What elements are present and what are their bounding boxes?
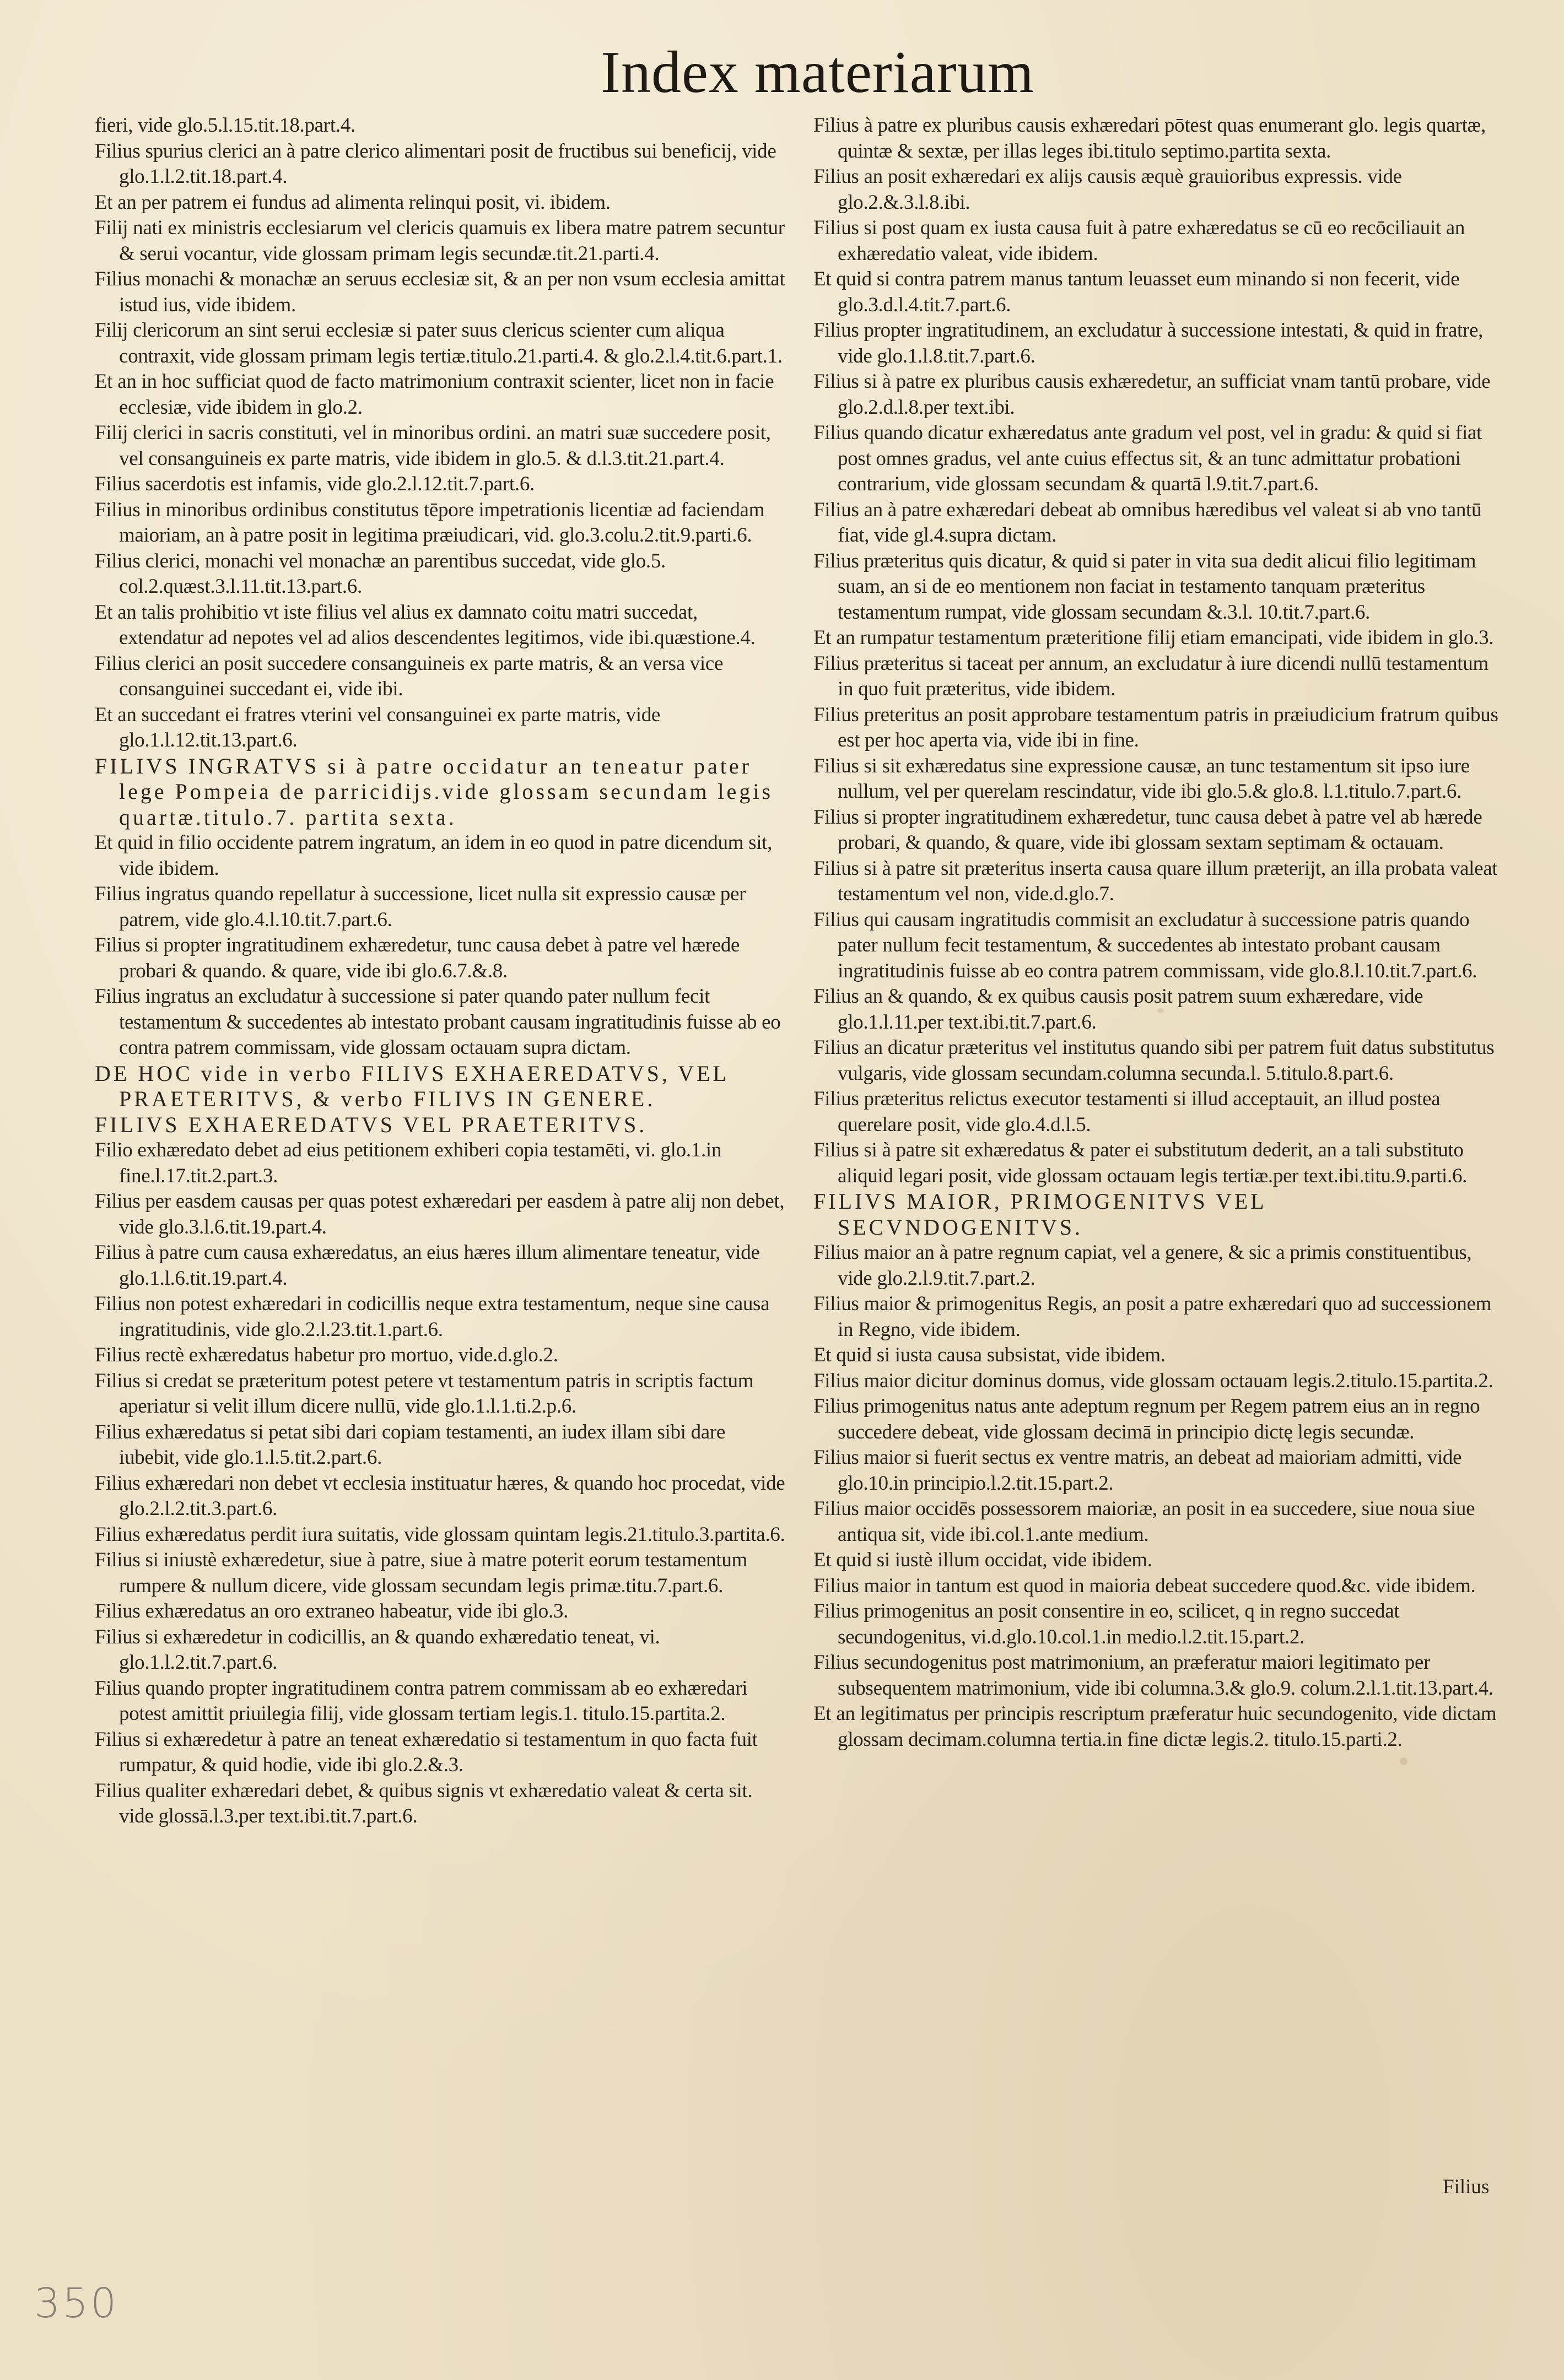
index-entry: Filius exhæredatus an oro extraneo habeatur, vide ibi glo.3. [95,1600,569,1622]
index-entry: Filius maior si fuerit sectus ex ventre matris, an debeat ad maioriam admitti, vide glo.10.in principio.l.2.tit.15.part.2. [813,1446,1462,1495]
index-entry: Filius si exhæredetur in codicillis, an & quando exhæredatio teneat, vi. glo.1.l.2.tit.7.part.6. [95,1625,660,1674]
index-entry: Filius exhæredatus si petat sibi dari copiam testamenti, an iudex illam sibi dare iubebit, vide glo.1.l.5.tit.2.part.6. [95,1420,726,1469]
index-entry: Filius propter ingratitudinem, an excludatur à successione intestati, & quid in fratre, vide glo.1.l.8.tit.7.part.6. [813,319,1484,367]
index-entry: Filius an & quando, & ex quibus causis posit patrem suum exhæredare, vide glo.1.l.11.per text.ibi.tit.7.part.6. [813,985,1423,1034]
left-column [95,113,786,1830]
index-entry: Filius maior dicitur dominus domus, vide glossam octauam legis.2.titulo.15.partita.2. [813,1369,1493,1392]
index-entry: Filius non potest exhæredari in codicillis neque extra testamentum, neque sine causa ingratitudinis, vide glo.2.l.23.tit.1.part.6. [95,1292,770,1341]
index-entry: Et an succedant ei fratres vterini vel consanguinei ex parte matris, vide glo.1.l.12.tit.13.part.6. [95,703,661,751]
index-entry: Filius clerici an posit succedere consanguineis ex parte matris, & an versa vice consanguinei succedant ei, vide ibi. [95,652,724,700]
index-entry: Filius ingratus quando repellatur à successione, licet nulla sit expressio causæ per patrem, vide glo.4.l.10.tit.7.part.6. [95,883,746,931]
index-entry: Filij clericorum an sint serui ecclesiæ si pater suus clericus scienter cum aliqua contraxit, vide glossam primam legis tertiæ.titulo.21.parti.4. & glo.2.l.4.tit.6.part.1. [95,319,783,367]
index-entry: Filius qui causam ingratitudis commisit an excludatur à successione patris quando pater nullum fecit testamentum, & succedentes ab intestato probant causam ingratitudinis fuisse ab eo contra patrem commissam, vide glo.8.l.10.tit.7.part.6. [813,908,1477,982]
index-entry: Et an legitimatus per principis rescriptum præferatur huic secundogenito, vide dictam glossam decimam.columna tertia.in fine dictæ legis.2. titulo.15.parti.2. [813,1702,1497,1751]
index-entry: Filio exhæredato debet ad eius petitionem exhiberi copia testamēti, vi. glo.1.in fine.l.17.tit.2.part.3. [95,1139,722,1187]
catchword: Filius [1443,2176,1490,2198]
index-entry: Filius si à patre ex pluribus causis exhæredetur, an sufficiat vnam tantū probare, vide glo.2.d.l.8.per text.ibi. [813,370,1491,419]
index-entry: Filius præteritus relictus executor testamenti si illud acceptauit, an illud postea querelare posit, vide glo.4.d.l.5. [813,1088,1441,1136]
index-entry: Filius in minoribus ordinibus constitutus tēpore impetrationis licentiæ ad faciendam maioriam, an à patre posit in legitima præiudicari, vid. glo.3.colu.2.tit.9.parti.6. [95,498,765,547]
index-entry: Filius ingratus an excludatur à successione si pater quando pater nullum fecit testamentum & succedentes ab intestato probant causam ingratitudinis fuisse ab eo contra patrem commissam, vide glossam octauam supra dictam. [95,985,781,1059]
index-entry: Filius quando dicatur exhæredatus ante gradum vel post, vel in gradu: & quid si fiat post omnes gradus, vel ante cuius effectus sit, & an tunc admittatur probationi contrarium, vide glossam secundam & quartā l.9.tit.7.part.6. [813,421,1482,495]
index-entry: Filius exhæredari non debet vt ecclesia instituatur hæres, & quando hoc procedat, vide glo.2.l.2.tit.3.part.6. [95,1472,785,1520]
index-entry: Filius primogenitus an posit consentire in eo, scilicet, q in regno succedat secundogenitus, vi.d.glo.10.col.1.in medio.l.2.tit.15.part.2. [813,1600,1400,1648]
index-rubric: FILIVS EXHAEREDATVS VEL PRAETERITVS. [95,1112,648,1137]
index-entry: Filius præteritus quis dicatur, & quid si pater in vita sua dedit alicui filio legitimam suam, an si de eo mentionem non faciat in testamento tanquam præteritus testamentum rumpat, vide glossam secundam &.3.l. 10.tit.7.part.6. [813,549,1476,624]
index-entry: Filius qualiter exhæredari debet, & quibus signis vt exhæredatio valeat & certa sit. vide glossā.l.3.per text.ibi.tit.7.part.6. [95,1779,753,1827]
index-entry: Filius per easdem causas per quas potest exhæredari per easdem à patre alij non debet, vide glo.3.l.6.tit.19.part.4. [95,1190,785,1238]
index-entry: Filius clerici, monachi vel monachæ an parentibus succedat, vide glo.5. col.2.quæst.3.l.11.tit.13.part.6. [95,549,666,598]
index-rubric: FILIVS MAIOR, PRIMOGENITVS VEL SECVNDOGENITVS. [813,1189,1266,1240]
index-entry: Filius à patre ex pluribus causis exhæredari pōtest quas enumerant glo. legis quartæ, quintæ & sextæ, per illas leges ibi.titulo septimo.partita sexta. [813,114,1486,163]
index-entry: Filius si propter ingratitudinem exhæredetur, tunc causa debet à patre vel hærede probari & quando. & quare, vide ibi glo.6.7.&.8. [95,934,740,982]
index-rubric: FILIVS INGRATVS si à patre occidatur an teneatur pater lege Pompeia de parricidijs.vide glossam secundam legis quartæ.titulo.7. partita sexta. [95,753,773,830]
index-entry: Filius an à patre exhæredari debeat ab omnibus hæredibus vel valeat si ab vno tantū fiat, vide gl.4.supra dictam. [813,498,1482,547]
index-entry: Et an rumpatur testamentum præteritione filij etiam emancipati, vide ibidem in glo.3. [813,626,1494,649]
index-entry: Filius quando propter ingratitudinem contra patrem commissam ab eo exhæredari potest amittit priuilegia filij, vide glossam tertiam legis.1. titulo.15.partita.2. [95,1676,748,1725]
index-entry: Filius si sit exhæredatus sine expressione causæ, an tunc testamentum sit ipso iure nullum, vel per querelam rescindatur, vide ibi glo.5.& glo.8. l.1.titulo.7.part.6. [813,754,1470,803]
right-column [813,113,1505,1752]
index-entry: Filius spurius clerici an à patre clerico alimentari posit de fructibus sui beneficij, vide glo.1.l.2.tit.18.part.4. [95,139,776,188]
index-entry: fieri, vide glo.5.l.15.tit.18.part.4. [95,114,355,137]
index-entry: Filius maior & primogenitus Regis, an posit a patre exhæredari quo ad successionem in Regno, vide ibidem. [813,1292,1492,1341]
stain-mark [1400,1757,1407,1765]
index-entry: Filius maior in tantum est quod in maioria debeat succedere quod.&c. vide ibidem. [813,1574,1476,1597]
page-number: 350 [34,2280,119,2327]
index-entry: Filius maior occidēs possessorem maioriæ, an posit in ea succedere, siue noua siue antiqua sit, vide ibi.col.1.ante medium. [813,1497,1475,1546]
index-entry: Et quid si iustè illum occidat, vide ibidem. [813,1549,1152,1571]
index-entry: Filius secundogenitus post matrimonium, an præferatur maiori legitimato per subsequentem matrimonium, vide ibi columna.3.& glo.9. colum.2.l.1.tit.13.part.4. [813,1651,1493,1700]
page-title: Index materiarum [601,40,1034,105]
index-entry: Et quid si contra patrem manus tantum leuasset eum minando si non fecerit, vide glo.3.d.l.4.tit.7.part.6. [813,268,1460,316]
index-entry: Filius maior an à patre regnum capiat, vel a genere, & sic a primis constituentibus, vide glo.2.l.9.tit.7.part.2. [813,1241,1472,1290]
index-entry: Filius primogenitus natus ante adeptum regnum per Regem patrem eius an in regno succedere debeat, vide glossam decimā in principio dictę legis secundæ. [813,1395,1480,1443]
index-entry: Filius preteritus an posit approbare testamentum patris in præiudicium fratrum quibus est per hoc aperta via, vide ibi in fine. [813,703,1498,751]
index-entry: Filius rectè exhæredatus habetur pro mortuo, vide.d.glo.2. [95,1344,558,1366]
index-entry: Filius si credat se præteritum potest petere vt testamentum patris in scriptis factum aperiatur si velit illum dicere nullū, vide glo.1.l.1.ti.2.p.6. [95,1369,754,1418]
index-entry: Filius sacerdotis est infamis, vide glo.2.l.12.tit.7.part.6. [95,473,535,495]
index-entry: Et an in hoc sufficiat quod de facto matrimonium contraxit scienter, licet non in facie ecclesiæ, vide ibidem in glo.2. [95,370,774,419]
index-entry: Filius an posit exhæredari ex alijs causis æquè grauioribus expressis. vide glo.2.&.3.l.8.ibi. [813,165,1402,214]
index-entry: Et an talis prohibitio vt iste filius vel alius ex damnato coitu matri succedat, extendatur ad nepotes vel ad alios descendentes legitimos, vide ibi.quæstione.4. [95,601,756,649]
index-entry: Et quid si iusta causa subsistat, vide ibidem. [813,1344,1166,1366]
index-entry: Filij clerici in sacris constituti, vel in minoribus ordini. an matri suæ succedere posit, vel consanguineis ex parte matris, vide ibidem in glo.5. & d.l.3.tit.21.part.4. [95,421,771,470]
index-entry: Filij nati ex ministris ecclesiarum vel clericis quamuis ex libera matre patrem secuntur & serui vocantur, vide glossam primam legis secundæ.tit.21.parti.4. [95,217,785,265]
index-entry: Et quid in filio occidente patrem ingratum, an idem in eo quod in patre dicendum sit, vide ibidem. [95,831,773,880]
index-entry: Filius si iniustè exhæredetur, siue à patre, siue à matre poterit eorum testamentum rumpere & nullum dicere, vide glossam secundam legis primæ.titu.7.part.6. [95,1549,748,1597]
index-entry: Filius si post quam ex iusta causa fuit à patre exhæredatus se cū eo recōciliauit an exhæredatio valeat, vide ibidem. [813,217,1465,265]
index-entry: Filius præteritus si taceat per annum, an excludatur à iure dicendi nullū testamentum in quo fuit præteritus, vide ibidem. [813,652,1489,700]
index-entry: Filius an dicatur præteritus vel institutus quando sibi per patrem fuit datus substitutus vulgaris, vide glossam secundam.columna secunda.l. 5.titulo.8.part.6. [813,1036,1495,1085]
index-entry: Et an per patrem ei fundus ad alimenta relinqui posit, vi. ibidem. [95,191,611,214]
index-entry: Filius monachi & monachæ an seruus ecclesiæ sit, & an per non vsum ecclesia amittat istud ius, vide ibidem. [95,268,785,316]
index-entry: Filius exhæredatus perdit iura suitatis, vide glossam quintam legis.21.titulo.3.partita.6. [95,1523,785,1546]
index-entry: Filius si propter ingratitudinem exhæredetur, tunc causa debet à patre vel ab hærede probari, & quando, & quare, vide ibi glossam sextam septimam & octauam. [813,805,1482,854]
index-entry: Filius si à patre sit exhæredatus & pater ei substitutum dederit, an a tali substituto aliquid legari posit, vide glossam octauam legis tertiæ.per text.ibi.titu.9.parti.6. [813,1139,1468,1187]
index-entry: Filius si exhæredetur à patre an teneat exhæredatio si testamentum in quo facta fuit rumpatur, & quid hodie, vide ibi glo.2.&.3. [95,1728,758,1776]
index-entry: Filius si à patre sit præteritus inserta causa quare illum præterijt, an illa probata valeat testamentum vel non, vide.d.glo.7. [813,857,1498,905]
index-rubric: DE HOC vide in verbo FILIVS EXHAEREDATVS, VEL PRAETERITVS, & verbo FILIVS IN GENERE. [95,1061,729,1111]
index-entry: Filius à patre cum causa exhæredatus, an eius hæres illum alimentare teneatur, vide glo.1.l.6.tit.19.part.4. [95,1241,760,1290]
